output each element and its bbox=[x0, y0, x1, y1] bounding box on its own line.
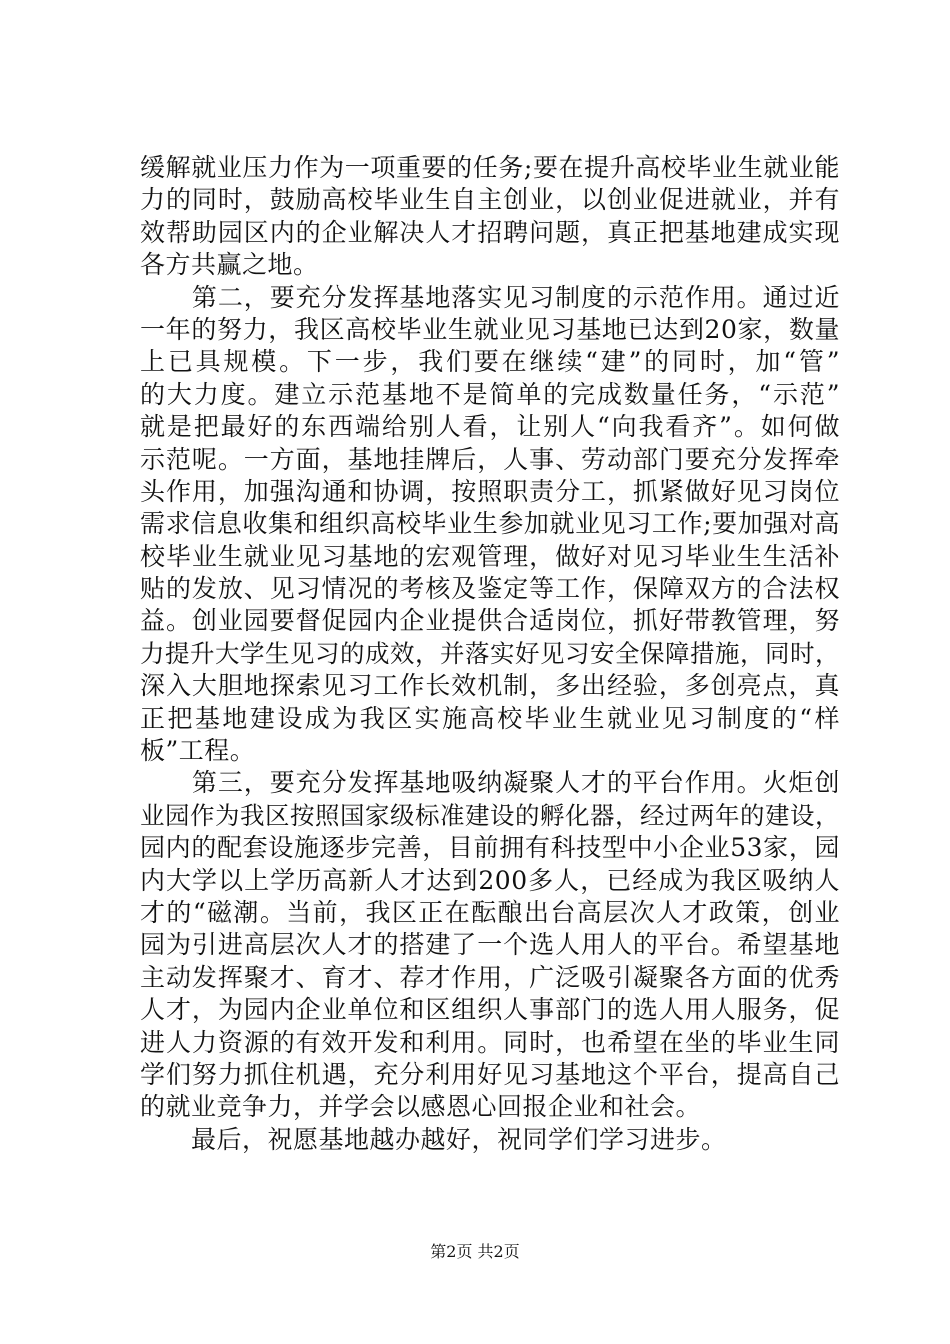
text-line: 就是把最好的东西端给别人看，让别人“向我看齐”。如何做 bbox=[140, 412, 840, 442]
text-line: 的就业竞争力，并学会以感恩心回报企业和社会。 bbox=[140, 1092, 702, 1122]
text-line: 头作用，加强沟通和协调，按照职责分工，抓紧做好见习岗位 bbox=[140, 476, 840, 506]
text-line: 力提升大学生见习的成效，并落实好见习安全保障措施，同时， bbox=[140, 638, 840, 668]
text-line: 业园作为我区按照国家级标准建设的孵化器，经过两年的建设， bbox=[140, 800, 840, 830]
text-line: 第二，要充分发挥基地落实见习制度的示范作用。通过近 bbox=[140, 282, 840, 312]
text-line: 深入大胆地探索见习工作长效机制，多出经验，多创亮点，真 bbox=[140, 671, 840, 701]
text-line: 需求信息收集和组织高校毕业生参加就业见习工作;要加强对高 bbox=[140, 509, 840, 539]
text-line: 最后，祝愿基地越办越好，祝同学们学习进步。 bbox=[140, 1124, 727, 1154]
text-line: 益。创业园要督促园内企业提供合适岗位，抓好带教管理，努 bbox=[140, 606, 840, 636]
text-line: 示范呢。一方面，基地挂牌后，人事、劳动部门要充分发挥牵 bbox=[140, 444, 840, 474]
text-line: 进人力资源的有效开发和利用。同时，也希望在坐的毕业生同 bbox=[140, 1027, 840, 1057]
text-line: 校毕业生就业见习基地的宏观管理，做好对见习毕业生生活补 bbox=[140, 541, 840, 571]
text-line: 力的同时，鼓励高校毕业生自主创业，以创业促进就业，并有 bbox=[140, 185, 840, 215]
text-line: 才的“磁潮。当前，我区正在酝酿出台高层次人才政策，创业 bbox=[140, 897, 840, 927]
text-line: 的大力度。建立示范基地不是简单的完成数量任务，“示范” bbox=[140, 379, 840, 409]
text-line: 上已具规模。下一步，我们要在继续“建”的同时，加“管” bbox=[140, 347, 840, 377]
text-line: 第三，要充分发挥基地吸纳凝聚人才的平台作用。火炬创 bbox=[140, 768, 840, 798]
text-line: 缓解就业压力作为一项重要的任务;要在提升高校毕业生就业能 bbox=[140, 153, 840, 182]
text-line: 园为引进高层次人才的搭建了一个选人用人的平台。希望基地 bbox=[140, 930, 840, 960]
text-line: 内大学以上学历高新人才达到200多人，已经成为我区吸纳人 bbox=[140, 865, 840, 895]
text-line: 主动发挥聚才、育才、荐才作用，广泛吸引凝聚各方面的优秀 bbox=[140, 962, 840, 992]
text-line: 人才，为园内企业单位和区组织人事部门的选人用人服务，促 bbox=[140, 995, 840, 1025]
text-line: 学们努力抓住机遇，充分利用好见习基地这个平台，提高自己 bbox=[140, 1059, 840, 1089]
page-footer: 第2页 共2页 bbox=[430, 1242, 520, 1261]
text-line: 一年的努力，我区高校毕业生就业见习基地已达到20家，数量 bbox=[140, 314, 840, 344]
text-line: 正把基地建设成为我区实施高校毕业生就业见习制度的“样 bbox=[140, 703, 840, 733]
text-line: 效帮助园区内的企业解决人才招聘问题，真正把基地建成实现 bbox=[140, 217, 840, 247]
document-body bbox=[140, 152, 840, 1156]
text-line: 贴的发放、见习情况的考核及鉴定等工作，保障双方的合法权 bbox=[140, 574, 840, 604]
text-line: 各方共赢之地。 bbox=[140, 250, 319, 280]
text-line: 板”工程。 bbox=[140, 736, 256, 766]
text-line: 园内的配套设施逐步完善，目前拥有科技型中小企业53家，园 bbox=[140, 833, 840, 863]
